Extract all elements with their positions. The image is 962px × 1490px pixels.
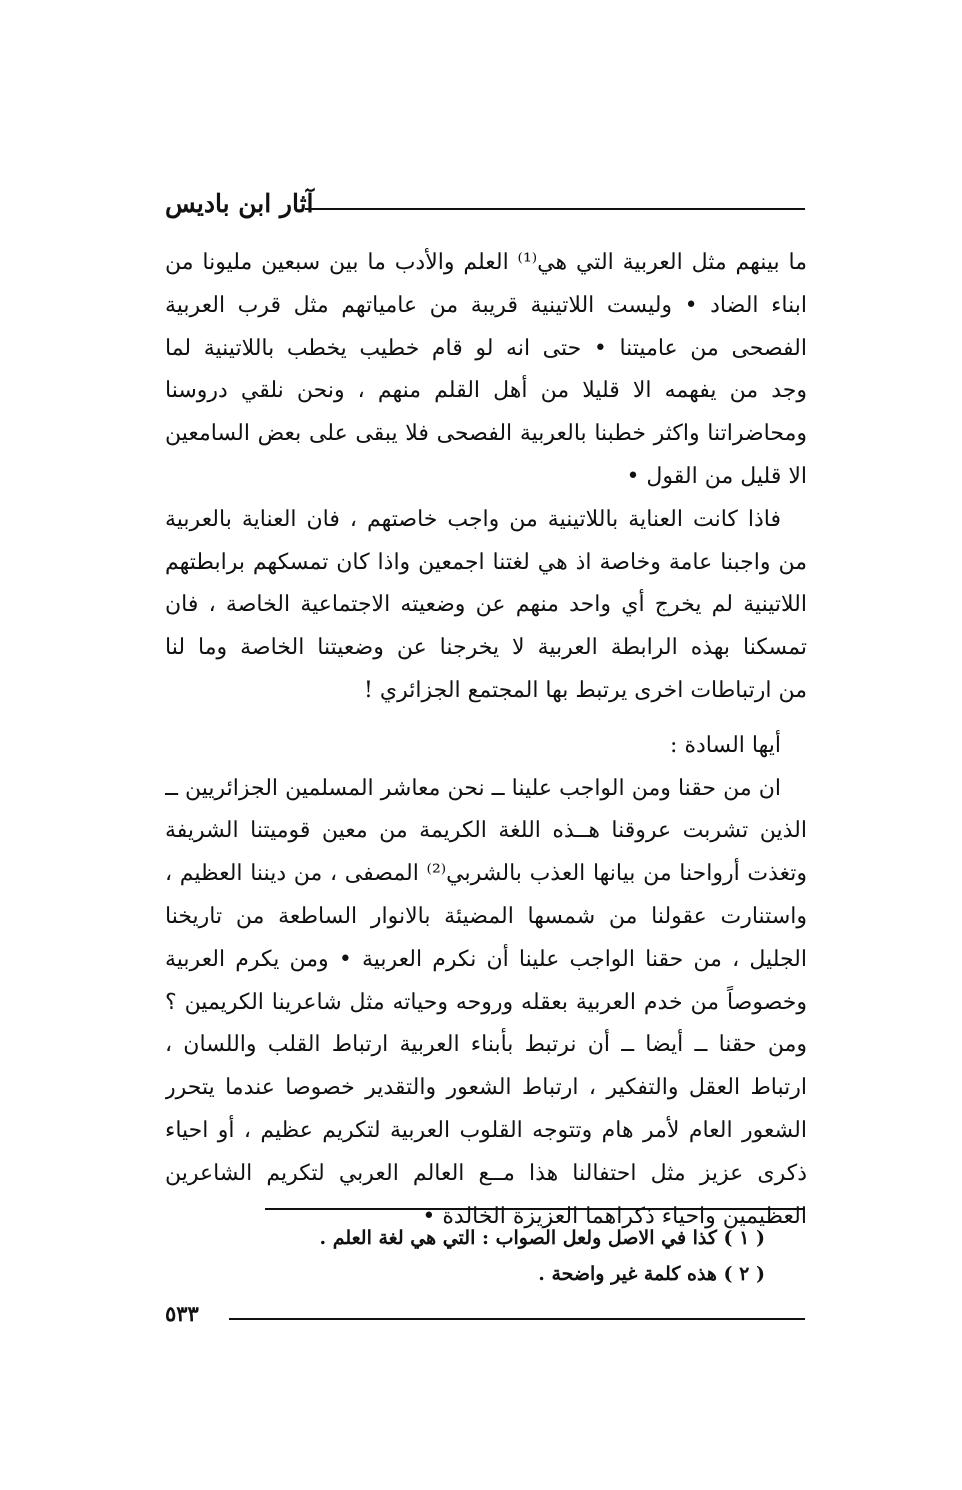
text-line: ما بينهم مثل العربية التي هي⁽¹⁾ العلم والأدب ما بين سبعين مليونا من <box>165 250 807 275</box>
text-line: فاذا كانت العناية باللاتينية من واجب خاصتهم ، فان العناية بالعربية <box>165 506 781 532</box>
text-line: من واجبنا عامة وخاصة اذ هي لغتنا اجمعين واذا كان تمسكهم برابطتهم <box>165 549 807 575</box>
footnote-rule <box>265 1208 805 1210</box>
footnote-1: ( ١ ) كذا في الاصل ولعل الصواب : التي هي لغة العلم . <box>319 1227 765 1249</box>
salutation-line: أيها السادة : <box>670 732 781 758</box>
text-line: واستنارت عقولنا من شمسها المضيئة بالانوار الساطعة من تاريخنا <box>165 903 807 929</box>
text-line: من ارتباطات اخرى يرتبط بها المجتمع الجزائري ! <box>364 677 807 703</box>
page-footer <box>165 1296 805 1332</box>
text-line: ومحاضراتنا واكثر خطبنا بالعربية الفصحى فلا يبقى على بعض السامعين <box>165 421 807 447</box>
text-line: الذين تشربت عروقنا هــذه اللغة الكريمة من معين قوميتنا الشريفة <box>165 818 807 844</box>
text-line: العظيمين واحياء ذكراهما العزيزة الخالدة • <box>422 1203 807 1229</box>
text-line: الشعور العام لأمر هام وتتوجه القلوب العربية لتكريم عظيم ، أو احياء <box>165 1117 807 1143</box>
footer-rule <box>229 1318 805 1320</box>
text-line: ارتباط العقل والتفكير ، ارتباط الشعور والتقدير خصوصا عندما يتحرر <box>165 1075 807 1101</box>
paragraph-gap <box>165 713 807 725</box>
running-header <box>165 184 805 224</box>
text-line: ومن حقنا ــ أيضا ــ أن نرتبط بأبناء العربية ارتباط القلب واللسان ، <box>165 1032 807 1058</box>
text-line: ابناء الضاد • وليست اللاتينية قريبة من عامياتهم مثل قرب العربية <box>165 292 807 318</box>
body-text <box>165 242 807 1238</box>
text-line: الا قليل من القول • <box>626 463 807 489</box>
header-rule <box>305 208 805 210</box>
book-title: آثار ابن باديس <box>165 189 314 218</box>
footnotes <box>165 1220 765 1292</box>
text-line: الفصحى من عاميتنا • حتى انه لو قام خطيب يخطب باللاتينية لما <box>165 335 807 361</box>
footnote-2: ( ٢ ) هذه كلمة غير واضحة . <box>538 1263 765 1285</box>
text-line: الجليل ، من حقنا الواجب علينا أن نكرم العربية • ومن يكرم العربية <box>165 946 807 972</box>
text-line: اللاتينية لم يخرج أي واحد منهم عن وضعيته الاجتماعية الخاصة ، فان <box>165 592 807 618</box>
text-line: ان من حقنا ومن الواجب علينا ــ نحن معاشر المسلمين الجزائريين ــ <box>165 775 781 801</box>
text-line: وجد من يفهمه الا قليلا من أهل القلم منهم ، ونحن نلقي دروسنا <box>165 378 807 404</box>
text-line: وتغذت أرواحنا من بيانها العذب بالشربي⁽²⁾ المصفى ، من ديننا العظيم ، <box>165 861 807 887</box>
text-line: ذكرى عزيز مثل احتفالنا هذا مــع العالم العربي لتكريم الشاعرين <box>165 1160 807 1186</box>
text-line: تمسكنا بهذه الرابطة العربية لا يخرجنا عن وضعيتنا الخاصة وما لنا <box>165 635 807 661</box>
page-number: ٥٣٣ <box>165 1301 199 1326</box>
text-line: وخصوصاً من خدم العربية بعقله وروحه وحياته مثل شاعرينا الكريمين ؟ <box>165 989 807 1015</box>
